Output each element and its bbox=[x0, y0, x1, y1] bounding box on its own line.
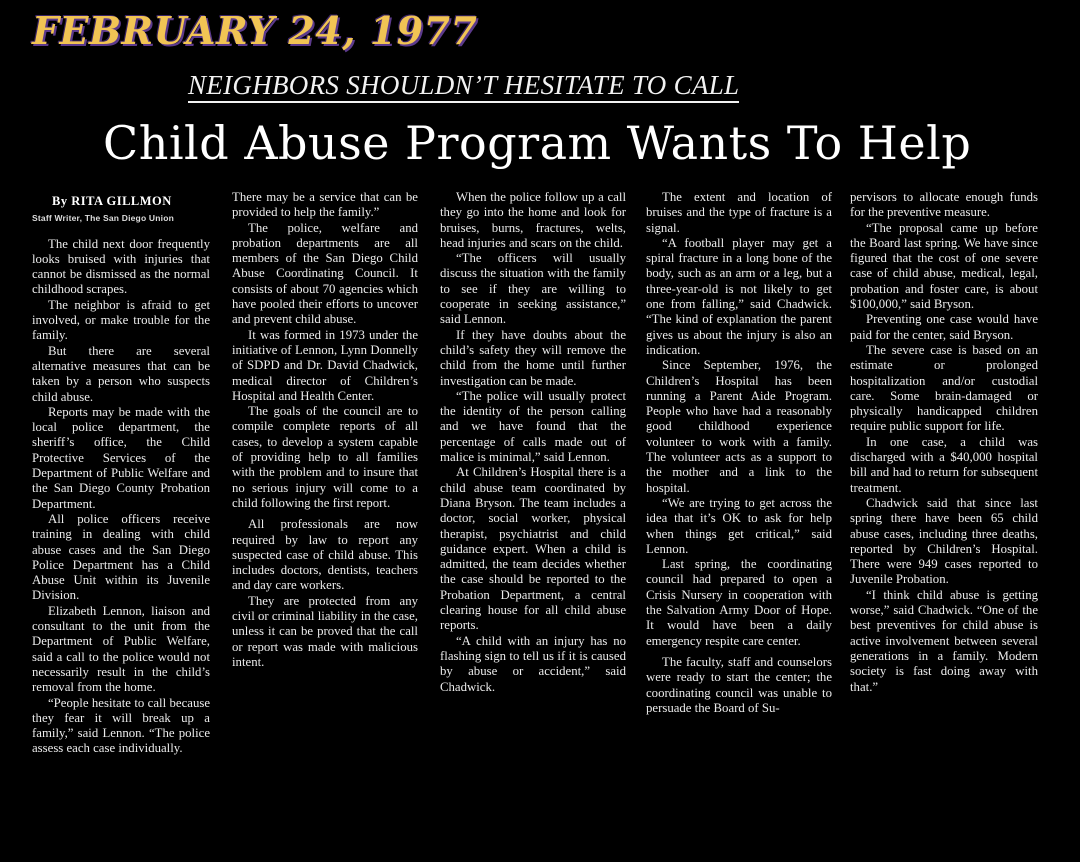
paragraph: “We are trying to get across the idea that it’s OK to ask for help when things get critical,” said Lennon. bbox=[646, 495, 832, 556]
article-column-3 bbox=[440, 190, 626, 695]
paragraph: All professionals are now required by law to report any suspected case of child abuse. This includes doctors, dentists, teachers and day care workers. bbox=[232, 517, 418, 593]
paragraph: “The officers will usually discuss the situation with the family to see if they are willing to cooperate in seeking assistance,” said Lennon. bbox=[440, 251, 626, 327]
article-column-1 bbox=[32, 190, 210, 757]
paragraph: The child next door frequently looks bruised with injuries that cannot be dismissed as the normal childhood scrapes. bbox=[32, 236, 210, 297]
paragraph: Elizabeth Lennon, liaison and consultant to the unit from the Department of Public Welfare, said a call to the police would not necessarily result in the child’s removal from the home. bbox=[32, 603, 210, 695]
main-headline: Child Abuse Program Wants To Help bbox=[103, 116, 972, 170]
kicker-headline: NEIGHBORS SHOULDN’T HESITATE TO CALL bbox=[188, 70, 739, 103]
paragraph: All police officers receive training in dealing with child abuse cases and the San Diego Police Department has a Child Abuse Unit within its Juvenile Division. bbox=[32, 511, 210, 603]
paragraph: The goals of the council are to compile complete reports of all cases, to develop a system capable of providing help to all families with the problem and to insure that no serious injury will come to a child following the first report. bbox=[232, 404, 418, 510]
paragraph: “A football player may get a spiral fracture in a long bone of the body, such as an arm or a leg, but a three-year-old is not likely to get one from falling,” said Chadwick. “The kind of explanation the parent gives us about the injury is also an indication. bbox=[646, 235, 832, 357]
paragraph: When the police follow up a call they go into the home and look for bruises, burns, fractures, welts, head injuries and scars on the child. bbox=[440, 190, 626, 250]
paragraph: If they have doubts about the child’s safety they will remove the child from the home until further investigation can be made. bbox=[440, 327, 626, 388]
paragraph: Chadwick said that since last spring there have been 65 child abuse cases, including three deaths, reported by Children’s Hospital. There were 949 cases reported to Juvenile Probation. bbox=[850, 495, 1038, 587]
paragraph: The faculty, staff and counselors were ready to start the center; the coordinating council was unable to persuade the Board of Su- bbox=[646, 654, 832, 715]
paragraph: “The proposal came up before the Board last spring. We have since figured that the cost of one severe case of child abuse, medical, legal, probation and foster care, is about $100,000,” said Bryson. bbox=[850, 220, 1038, 312]
paragraph: At Children’s Hospital there is a child abuse team coordinated by Diana Bryson. The team includes a doctor, social worker, physical therapist, psychiatrist and child guidance expert. When a child is admitted, the team decides whether the case should be reported to the Probation Department, a central clearing house for all child abuse reports. bbox=[440, 465, 626, 633]
byline: By RITA GILLMON bbox=[52, 194, 172, 208]
paragraph: Last spring, the coordinating council had prepared to open a Crisis Nursery in cooperation with the Salvation Army Door of Hope. It would have been a daily emergency respite care center. bbox=[646, 557, 832, 648]
staff-credit: Staff Writer, The San Diego Union bbox=[32, 213, 174, 224]
date-banner: FEBRUARY 24, 1977 bbox=[32, 8, 478, 53]
paragraph: pervisors to allocate enough funds for the preventive measure. bbox=[850, 190, 1038, 220]
paragraph: The neighbor is afraid to get involved, or make trouble for the family. bbox=[32, 297, 210, 343]
article-column-5 bbox=[850, 190, 1038, 695]
paragraph: In one case, a child was discharged with a $40,000 hospital bill and had to return for subsequent treatment. bbox=[850, 434, 1038, 495]
paragraph: The severe case is based on an estimate or prolonged hospitalization and/or custodial care. Some brain-damaged or physically handicapped children require public support for life. bbox=[850, 342, 1038, 434]
paragraph: “The police will usually protect the identity of the person calling and we have found that the percentage of calls made out of malice is minimal,” said Lennon. bbox=[440, 388, 626, 465]
article-column-4 bbox=[646, 190, 832, 716]
paragraph: The police, welfare and probation departments are all members of the San Diego Child Abuse Coordinating Council. It consists of about 70 agencies which have pooled their efforts to uncover and prevent child abuse. bbox=[232, 220, 418, 327]
paragraph: Preventing one case would have paid for the center, said Bryson. bbox=[850, 312, 1038, 342]
paragraph: “A child with an injury has no flashing sign to tell us if it is caused by abuse or accident,” said Chadwick. bbox=[440, 633, 626, 694]
paragraph: There may be a service that can be provided to help the family.” bbox=[232, 190, 418, 220]
paragraph: But there are several alternative measures that can be taken by a person who suspects child abuse. bbox=[32, 343, 210, 404]
paragraph: “People hesitate to call because they fear it will break up a family,” said Lennon. “The police assess each case individually. bbox=[32, 695, 210, 756]
paragraph: “I think child abuse is getting worse,” said Chadwick. “One of the best preventives for child abuse is active involvement between several generations in a family. Modern society is fast doing away with that.” bbox=[850, 587, 1038, 694]
paragraph: They are protected from any civil or criminal liability in the case, unless it can be proved that the call or report was made with malicious intent. bbox=[232, 593, 418, 669]
paragraph: It was formed in 1973 under the initiative of Lennon, Lynn Donnelly of SDPD and Dr. David Chadwick, medical director of Children’s Hospital and Health Center. bbox=[232, 327, 418, 403]
paragraph: Since September, 1976, the Children’s Hospital has been running a Parent Aide Program. People who have had a reasonably good childhood experience volunteer to work with a family. The volunteer acts as a support to the mother and a link to the hospital. bbox=[646, 358, 832, 495]
paragraph: The extent and location of bruises and the type of fracture is a signal. bbox=[646, 190, 832, 235]
article-column-2 bbox=[232, 190, 418, 670]
paragraph: Reports may be made with the local police department, the sheriff’s office, the Child Protective Services of the Department of Public Welfare and the San Diego County Probation Department. bbox=[32, 404, 210, 511]
